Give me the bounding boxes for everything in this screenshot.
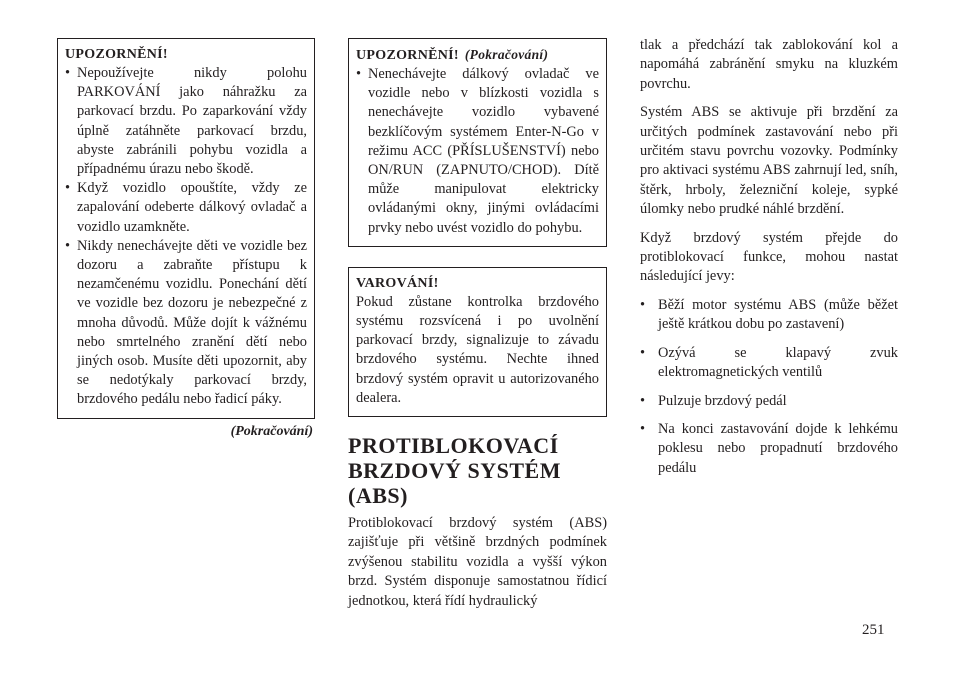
caution-list-continued xyxy=(356,65,599,238)
caution-item: • Když vozidlo opouštíte, vždy ze zapalování odeberte dálkový ovladač a vozidlo uzamkněte. xyxy=(65,179,307,237)
abs-effects-list xyxy=(640,296,898,478)
body-paragraph: Když brzdový systém přejde do protiblokovací funkce, mohou nastat následující jevy: xyxy=(640,229,898,285)
warning-text: Pokud zůstane kontrolka brzdového systému rozsvícená i po uvolnění parkovací brzdy, signalizuje to závadu brzdového systému. Nechte ihned brzdový systém opravit u autorizovaného dealera. xyxy=(356,293,599,406)
caution-box-continued xyxy=(348,38,607,247)
continued-label: (Pokračování) xyxy=(230,423,313,439)
caution-title: UPOZORNĚNÍ! xyxy=(65,47,168,62)
column-left xyxy=(57,38,315,440)
caution-list xyxy=(65,64,307,410)
warning-box xyxy=(348,267,607,417)
body-paragraph: Systém ABS se aktivuje při brzdění za určitých podmínek zastavování nebo při určitém stavu povrchu vozovky. Podmínky pro aktivaci systému ABS zahrnují led, sníh, štěrk, hrboly, železniční koleje, sypké úlomky nebo prudké náhlé brzdění. xyxy=(640,104,898,218)
list-item: • Běží motor systému ABS (může běžet ještě krátkou dobu po zastavení) xyxy=(640,296,898,335)
column-middle xyxy=(348,38,607,620)
section-heading: PROTIBLOKOVACÍ BRZDOVÝ SYSTÉM (ABS) xyxy=(348,433,561,509)
list-item: • Pulzuje brzdový pedál xyxy=(640,392,898,411)
body-paragraph: Protiblokovací brzdový systém (ABS) zajišťuje při většině brzdných podmínek zvýšenou stabilitu vozidla a vyšší výkon brzd. Systém disponuje samostatnou řídicí jednotkou, která řídí hydraulický xyxy=(348,515,607,609)
list-item: • Ozývá se klapavý zvuk elektromagnetických ventilů xyxy=(640,344,898,383)
caution-title-continued xyxy=(356,45,599,65)
continued-inline-label: (Pokračování) xyxy=(464,47,549,62)
caution-item: • Nikdy nenechávejte děti ve vozidle bez dozoru a zabraňte přístupu k nezamčenému vozidlu. Ponechání dětí ve vozidle bez dozoru je nebezpečné z mnoha důvodů. Může dojít k vážnému nebo smrtelného zranění dětí nebo jiných osob. Musíte děti upozornit, aby se nedotýkaly parkovací brzdy, brzdového pedálu nebo řadicí páky. xyxy=(65,237,307,410)
caution-item: • Nenechávejte dálkový ovladač ve vozidle nebo v blízkosti vozidla s nenechávejte vozidlo vybavené bezklíčovým systémem Enter-N-Go v režimu ACC (PŘÍSLUŠENSTVÍ) nebo ON/RUN (ZAPNUTO/CHOD). Dítě může manipulovat elektricky ovládanými okny, jinými ovládacími prvky nebo uvést vozidlo do pohybu. xyxy=(356,65,599,238)
column-right xyxy=(640,36,898,487)
page-number: 251 xyxy=(862,622,885,638)
warning-title: VAROVÁNÍ! xyxy=(356,275,439,291)
caution-title-text: UPOZORNĚNÍ! xyxy=(356,48,459,63)
list-item: • Na konci zastavování dojde k lehkému poklesu nebo propadnutí brzdového pedálu xyxy=(640,420,898,478)
caution-item: • Nepoužívejte nikdy polohu PARKOVÁNÍ jako náhražku za parkovací brzdu. Po zaparkování vždy úplně zatáhněte parkovací brzdu, abyste zabránili pohybu vozidla a případnému úrazu nebo škodě. xyxy=(65,64,307,179)
caution-box xyxy=(57,38,315,419)
body-paragraph: tlak a předchází tak zablokování kol a napomáhá zabránění smyku na kluzkém povrchu. xyxy=(640,37,898,92)
